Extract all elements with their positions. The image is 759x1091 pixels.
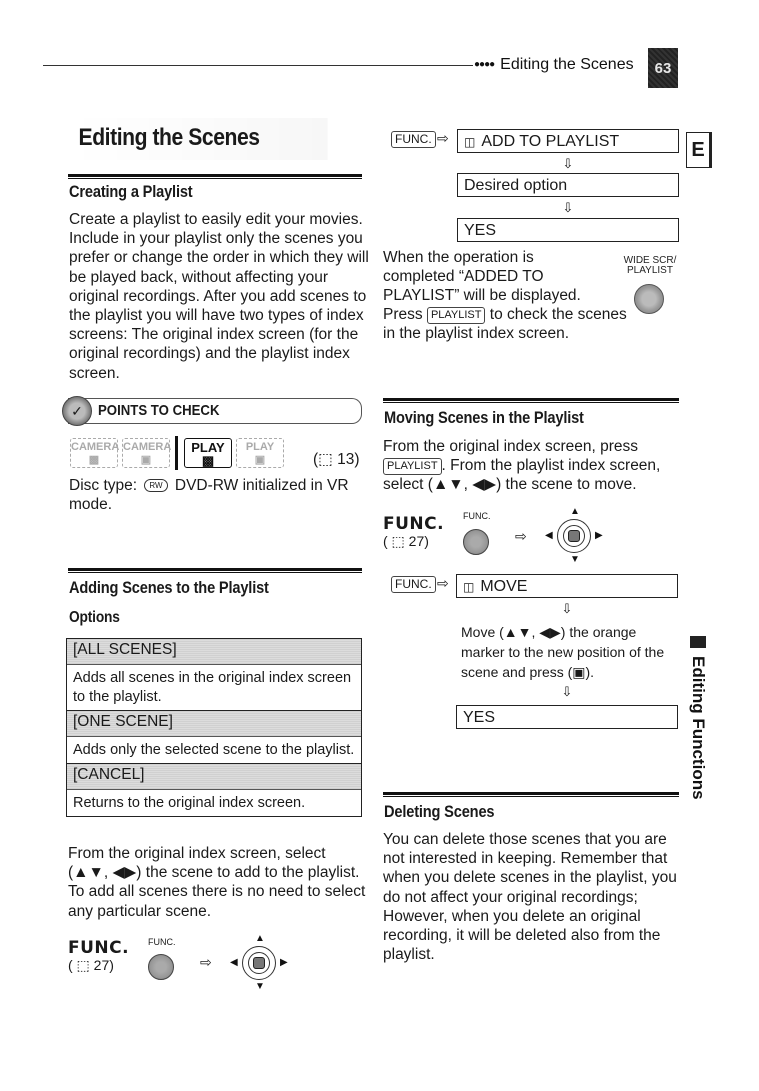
right-arrow-icon: ⇨ <box>437 575 449 591</box>
joystick-icon: ▲ ▼ ◀ ▶ <box>230 933 288 992</box>
header-dots: ●●●● <box>474 59 495 70</box>
down-arrow-icon: ⇩ <box>561 684 573 699</box>
page-title: Editing the Scenes <box>68 118 328 160</box>
func-button-icon <box>148 954 174 980</box>
joystick-icon: ▲ ▼ ◀ ▶ <box>545 506 603 565</box>
flow-step-label: MOVE <box>480 578 528 595</box>
disc-type-label: Disc type: <box>69 477 138 494</box>
checkmark-icon: ✓ <box>62 396 92 426</box>
press-label: Press <box>383 306 423 323</box>
option-description: Adds only the selected scene to the playlist. <box>67 737 361 764</box>
page-number: 63 <box>648 48 678 88</box>
mode-label: CAMERA <box>71 441 120 453</box>
photo-camera-icon: ▣ <box>254 454 266 466</box>
header-title-text: Editing the Scenes <box>500 56 634 73</box>
func-button-icon <box>463 529 489 555</box>
mode-label: PLAY <box>245 441 275 453</box>
flow-step-yes: YES <box>456 705 678 729</box>
func-page-ref: ( ⬚ 27) <box>383 533 429 549</box>
wide-scr-label-1: WIDE SCR/ <box>623 255 677 266</box>
adding-scenes-heading: Adding Scenes to the Playlist <box>69 578 269 597</box>
down-arrow-icon: ⇩ <box>562 200 574 215</box>
creating-playlist-heading: Creating a Playlist <box>69 182 193 201</box>
move-instructions: Move (▲▼, ◀▶) the orange marker to the new position of the scene and press (▣). <box>461 624 665 680</box>
section-rule <box>68 174 362 179</box>
points-to-check-label: POINTS TO CHECK <box>98 402 220 419</box>
movie-camera-icon: ▩ <box>201 453 215 468</box>
option-all-scenes: [ALL SCENES] <box>67 639 361 665</box>
completion-text-2: to check the scenes in the playlist index screen. <box>383 306 627 343</box>
photo-camera-icon: ▣ <box>140 454 152 466</box>
press-playlist-text <box>383 305 643 343</box>
moving-body-2: . From the playlist index screen, select (▲▼, ◀▶) the scene to move. <box>383 457 661 494</box>
flow-step-move <box>456 574 678 598</box>
creating-playlist-body: Create a playlist to easily edit your movies. Include in your playlist only the scenes you prefer or change the order in which they will be played back, without affecting your original recordings. After you add scenes to the playlist you will have two types of index screens: The original index screen (for the original recordings) and the playlist index screen. <box>69 211 369 382</box>
mode-play-movie <box>184 438 232 468</box>
page-reference: (⬚ 13) <box>313 451 360 468</box>
option-one-scene: [ONE SCENE] <box>67 711 361 737</box>
func-key: FUNC. <box>391 131 436 148</box>
option-description: Returns to the original index screen. <box>73 795 306 811</box>
wide-scr-label <box>620 256 680 276</box>
mode-separator <box>175 436 178 470</box>
mode-label: PLAY <box>191 440 225 455</box>
section-rule <box>68 568 362 573</box>
disc-type-note <box>69 476 369 514</box>
option-cancel: [CANCEL] <box>67 764 361 790</box>
move-scene-icon: ◫ <box>463 580 475 594</box>
side-tab <box>686 656 710 806</box>
down-arrow-icon: ⇩ <box>561 601 573 616</box>
func-label: FUNC. <box>383 514 445 534</box>
playlist-key: PLAYLIST <box>383 458 442 475</box>
moving-body-1: From the original index screen, press <box>383 438 639 455</box>
playlist-key: PLAYLIST <box>427 307 486 324</box>
options-heading: Options <box>69 609 120 626</box>
right-arrow-icon: ⇨ <box>437 130 449 146</box>
playlist-add-icon: ◫ <box>464 135 476 149</box>
deleting-scenes-body: You can delete those scenes that you are not interested in keeping. Remember that when you delete scenes in the playlist, you do not affect your original recordings; However, when you delete an original recording, it will be deleted also from the playlist. <box>383 831 677 964</box>
down-arrow-icon: ⇩ <box>562 156 574 171</box>
func-page-ref: ( ⬚ 27) <box>68 957 114 973</box>
completion-text: When the operation is completed “ADDED TO PLAYLIST” will be displayed. <box>383 249 581 305</box>
mode-camera-photo <box>122 438 170 468</box>
header-rule <box>43 65 473 66</box>
option-description: Adds all scenes in the original index screen to the playlist. <box>67 665 361 711</box>
flow-step-add-to-playlist <box>457 129 679 153</box>
moving-scenes-body <box>383 437 679 495</box>
side-tab-marker <box>690 636 706 648</box>
adding-scenes-instructions: From the original index screen, select (▲▼, ◀▶) the scene to add to the playlist. To add all scenes there is no need to select any particular scene. <box>68 845 366 920</box>
func-label: FUNC. <box>68 938 130 958</box>
wide-scr-label-2: PLAYLIST <box>627 265 673 276</box>
section-rule <box>383 398 679 403</box>
side-tab-label: Editing Functions <box>689 656 708 800</box>
section-rule <box>383 792 679 797</box>
mode-label: CAMERA <box>123 441 172 453</box>
deleting-scenes-heading: Deleting Scenes <box>384 802 495 821</box>
func-button-caption: FUNC. <box>463 511 491 521</box>
func-button-caption: FUNC. <box>148 937 176 947</box>
dvd-rw-disc-icon: RW <box>144 479 167 492</box>
flow-step-desired-option: Desired option <box>457 173 679 197</box>
options-table <box>66 638 362 817</box>
right-arrow-icon: ⇨ <box>515 528 527 544</box>
header-section-title <box>474 56 634 74</box>
right-arrow-icon: ⇨ <box>200 954 212 970</box>
wide-scr-playlist-button-icon <box>634 284 664 314</box>
movie-camera-icon: ▩ <box>88 454 100 466</box>
flow-step-yes: YES <box>457 218 679 242</box>
flow-step-label: ADD TO PLAYLIST <box>481 133 620 150</box>
moving-scenes-heading: Moving Scenes in the Playlist <box>384 408 584 427</box>
disc-type-text: DVD-RW initialized in VR mode. <box>69 477 349 514</box>
mode-play-photo <box>236 438 284 468</box>
language-tab: E <box>686 132 712 168</box>
mode-camera-movie <box>70 438 118 468</box>
func-key: FUNC. <box>391 576 436 593</box>
